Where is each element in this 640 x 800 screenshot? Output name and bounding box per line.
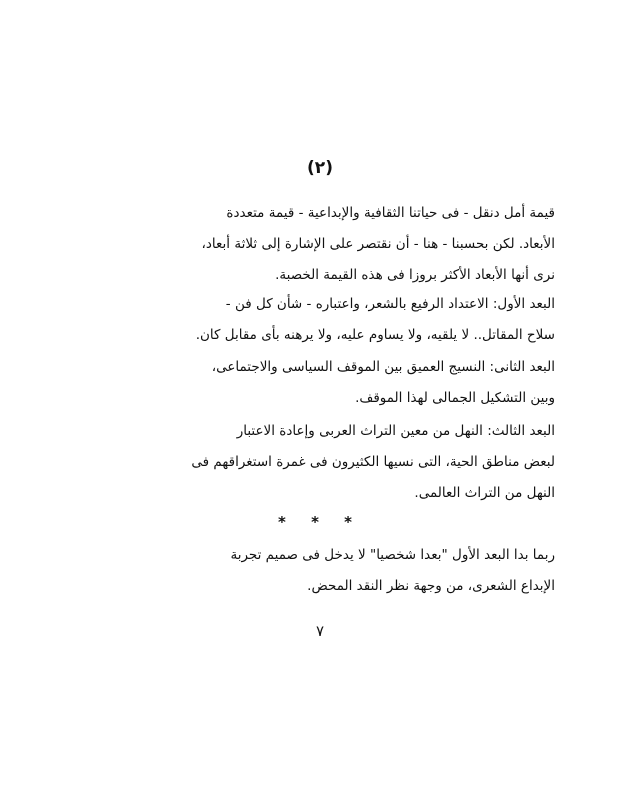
section-number: (٢) (307, 158, 333, 178)
paragraph-line: قيمة أمل دنقل - فى حياتنا الثقافية والإبداعية - قيمة متعددة (226, 205, 555, 221)
section-divider: * * * (278, 513, 362, 531)
paragraph-second-dimension (110, 352, 555, 414)
paragraph-line: لبعض مناطق الحية، التى نسيها الكثيرون فى غمرة استغراقهم فى (191, 454, 555, 470)
paragraph-closing (110, 540, 555, 602)
paragraph-line: البعد الثانى: النسيج العميق بين الموقف السياسى والاجتماعى، (211, 359, 555, 375)
paragraph-intro (110, 198, 555, 291)
paragraph-line: سلاح المقاتل.. لا يلقيه، ولا يساوم عليه، ولا يرهنه بأى مقابل كان. (195, 327, 555, 343)
paragraph-line: البعد الأول: الاعتداد الرفيع بالشعر، واعتباره - شأن كل فن - (225, 296, 555, 312)
paragraph-line: النهل من التراث العالمى. (414, 485, 555, 501)
paragraph-line: نرى أنها الأبعاد الأكثر بروزا فى هذه القيمة الخصبة. (275, 267, 555, 283)
paragraph-line: الأبعاد. لكن بحسبنا - هنا - أن نقتصر على الإشارة إلى ثلاثة أبعاد، (201, 236, 555, 252)
paragraph-line: البعد الثالث: النهل من معين التراث العربى وإعادة الاعتبار (236, 423, 555, 439)
paragraph-line: وبين التشكيل الجمالى لهذا الموقف. (355, 390, 555, 406)
paragraph-third-dimension (110, 416, 555, 509)
paragraph-line: الإبداع الشعرى، من وجهة نظر النقد المحض. (307, 578, 555, 594)
page-number: ٧ (315, 622, 325, 640)
paragraph-line: ربما بدا البعد الأول "بعدا شخصيا" لا يدخل فى صميم تجربة (230, 547, 555, 563)
paragraph-first-dimension (110, 289, 555, 351)
